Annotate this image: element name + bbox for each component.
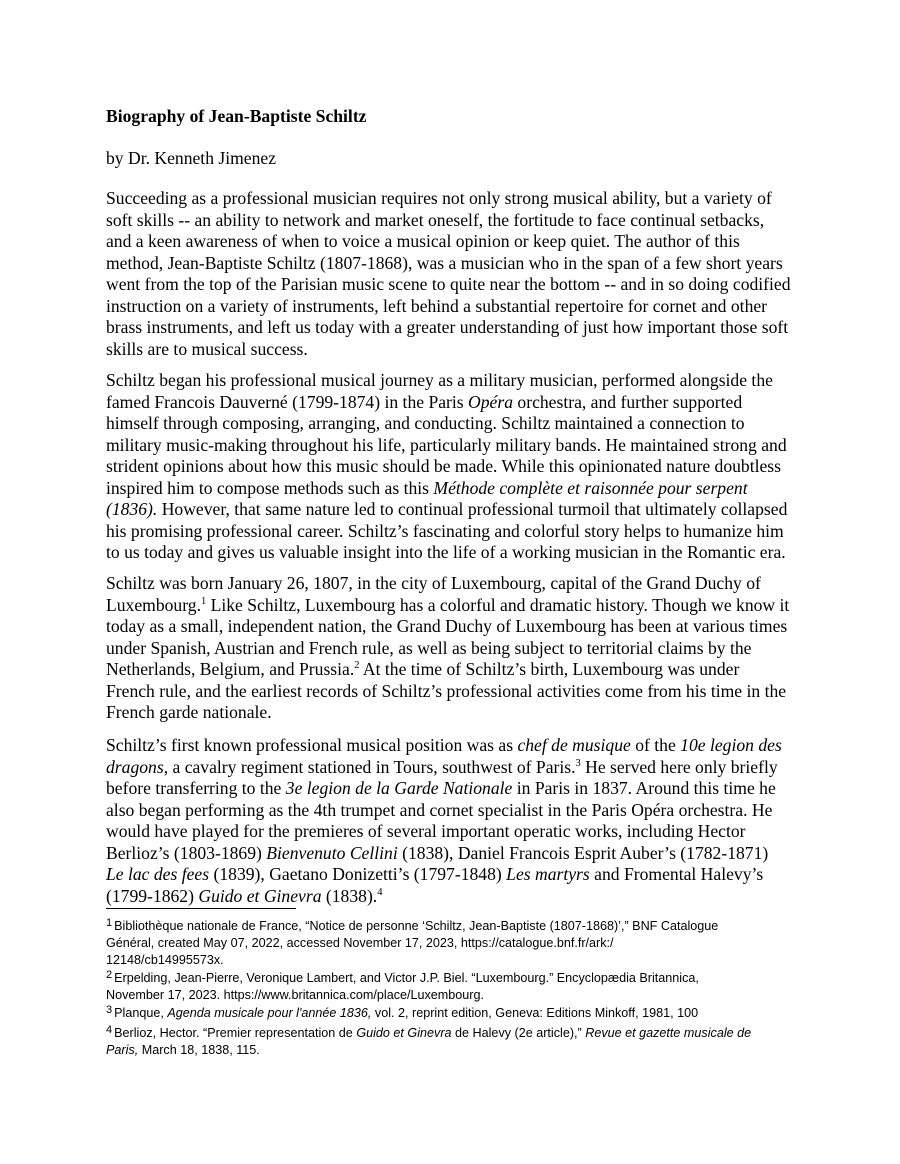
italic-run: Guido et Ginevra <box>198 885 322 906</box>
footnote-number: 2 <box>106 968 113 981</box>
text-line: French rule, and the earliest records of Schiltz’s professional activities come from his time in the <box>106 680 787 701</box>
text-run: Netherlands, Belgium, and Prussia. <box>106 659 355 679</box>
text-run: At the time of Schiltz’s birth, Luxembourg was under <box>359 659 740 679</box>
footnote-line: Général, created May 07, 2022, accessed November 17, 2023, https://catalogue.bnf.fr/ark:/ <box>106 936 614 951</box>
text-line: skills are to musical success. <box>106 338 308 359</box>
text-line: method, Jean-Baptiste Schiltz (1807-1868), was a musician who in the span of a few short years <box>106 252 783 273</box>
paragraph-birth <box>106 573 806 724</box>
text-run: of the <box>630 735 681 755</box>
footnote-line <box>106 918 806 935</box>
text-run: (1839), Gaetano Donizetti’s (1797-1848) <box>209 864 507 884</box>
text-line: went from the top of the Parisian music scene to quite near the bottom -- and in so doing codified <box>106 274 791 294</box>
italic-run: Revue et gazette musicale de <box>585 1025 752 1040</box>
footnote-number: 3 <box>106 1004 113 1017</box>
text-line <box>106 735 806 757</box>
text-run: However, that same nature led to continual professional turmoil that ultimately collapsed <box>157 499 788 519</box>
italic-run: Agenda musicale pour l'année 1836, <box>167 1006 372 1021</box>
text-line <box>106 392 806 414</box>
footnote-number: 1 <box>106 917 113 929</box>
footnote-3 <box>106 1005 806 1022</box>
text-run: , a cavalry regiment stationed in Tours, southwest of Paris. <box>163 756 576 777</box>
text-run: Luxembourg. <box>106 594 201 615</box>
text-line: soft skills -- an ability to network and market oneself, the fortitude to face continual setbacks, <box>106 209 765 230</box>
text-line: Succeeding as a professional musician requires not only strong musical ability, but a variety of <box>106 188 772 208</box>
italic-run: Les martyrs <box>506 864 590 884</box>
text-line: Schiltz was born January 26, 1807, in the city of Luxembourg, capital of the Grand Duchy of <box>106 573 761 593</box>
text-line: himself through composing, arranging, and conducting. Schiltz maintained a connection to <box>106 413 745 433</box>
footnote-line <box>106 970 806 987</box>
text-line <box>106 843 806 865</box>
footnote-ref[interactable]: 4 <box>377 886 383 898</box>
italic-run: Paris, <box>106 1043 139 1058</box>
text-run: He served here only briefly <box>580 756 778 777</box>
text-run: Schiltz’s first known professional musical position was as <box>106 735 518 755</box>
italic-run: Méthode complète et raisonnée pour serpent <box>433 477 748 498</box>
italic-run: dragons <box>106 756 164 777</box>
text-run: before transferring to the <box>106 778 286 798</box>
text-line <box>106 478 806 500</box>
text-line: strident opinions about how this music should be made. While this opinionated nature doubtless <box>106 456 781 476</box>
text-line <box>106 778 806 800</box>
footnote-line <box>106 1042 806 1058</box>
text-line <box>106 864 806 886</box>
text-line: to us today and gives us valuable insight into the life of a working musician in the Romantic era. <box>106 542 786 562</box>
text-line: his promising professional career. Schiltz’s fascinating and colorful story helps to humanize him <box>106 520 784 541</box>
paragraph-first-position <box>106 735 806 907</box>
italic-run: Opéra <box>468 391 514 412</box>
text-run: and Fromental Halevy’s <box>589 864 764 884</box>
footnote-line <box>106 1005 806 1022</box>
footnote-separator <box>106 908 296 909</box>
text-run: Bibliothèque nationale de France, “Notice de personne ‘Schiltz, Jean-Baptiste (1807-1868)’,” BNF Catalogue <box>114 919 719 933</box>
text-run: orchestra, and further supported <box>513 391 743 412</box>
text-run: (1838), Daniel Francois Esprit Auber’s (1782-1871) <box>397 842 769 863</box>
paragraph-career <box>106 370 806 564</box>
text-line: would have played for the premieres of several important operatic works, including Hector <box>106 821 746 841</box>
italic-run: 10e legion des <box>680 735 782 755</box>
footnote-ref[interactable]: 3 <box>575 757 581 769</box>
text-line: military music-making throughout his life, particularly military bands. He maintained strong and <box>106 434 787 455</box>
footnote-ref[interactable]: 1 <box>200 595 207 607</box>
italic-run: Bienvenuto Cellini <box>266 842 398 863</box>
italic-run: Guido et Ginevra <box>356 1025 452 1040</box>
footnote-ref[interactable]: 2 <box>354 660 360 671</box>
text-run: de Halevy (2e article),” <box>451 1025 586 1040</box>
footnote-1 <box>106 918 806 968</box>
text-line: Schiltz began his professional musical journey as a military musician, performed alongside the <box>106 370 773 390</box>
text-line <box>106 757 806 779</box>
text-line: instruction on a variety of instruments, left behind a substantial repertoire for cornet and other <box>106 295 768 316</box>
footnote-4 <box>106 1025 806 1059</box>
italic-run: Le lac des fees <box>106 864 210 884</box>
text-run: vol. 2, reprint edition, Geneva: Editions Minkoff, 1981, 100 <box>371 1006 699 1021</box>
text-line <box>106 595 806 617</box>
footnote-line: 12148/cb14995573x. <box>106 952 224 967</box>
footnote-2 <box>106 970 806 1004</box>
text-line: under Spanish, Austrian and French rule, as well as being subject to territorial claims by the <box>106 637 752 658</box>
document-title: Biography of Jean-Baptiste Schiltz <box>106 106 367 126</box>
text-run: inspired him to compose methods such as this <box>106 477 434 498</box>
paragraph-intro <box>106 188 806 360</box>
footnotes <box>106 918 806 1060</box>
text-line <box>106 499 806 521</box>
italic-run: chef de musique <box>517 735 631 755</box>
text-line <box>106 886 806 908</box>
text-line: and a keen awareness of when to voice a musical opinion or keep quiet. The author of this <box>106 231 740 251</box>
text-line: also began performing as the 4th trumpet and cornet specialist in the Paris Opéra orchestra. He <box>106 799 773 820</box>
footnote-number: 4 <box>106 1023 113 1036</box>
text-run: in Paris in 1837. Around this time he <box>512 778 776 798</box>
footnote-line: November 17, 2023. https://www.britannica.com/place/Luxembourg. <box>106 988 485 1003</box>
italic-run: 3e legion de la Garde Nationale <box>285 778 513 798</box>
text-run: (1799-1862) <box>106 885 199 906</box>
text-line: today as a small, independent nation, the Grand Duchy of Luxembourg has been at various times <box>106 616 788 636</box>
text-run: Erpelding, Jean-Pierre, Veronique Lambert, and Victor J.P. Biel. “Luxembourg.” Encyclopædia Britannica, <box>114 970 699 985</box>
text-line <box>106 659 806 681</box>
text-run: March 18, 1838, 115. <box>138 1043 260 1058</box>
author-byline: by Dr. Kenneth Jimenez <box>106 148 277 168</box>
text-run: Berlioz’s (1803-1869) <box>106 842 267 863</box>
text-run: Like Schiltz, Luxembourg has a colorful and dramatic history. Though we know it <box>206 594 790 615</box>
text-run: famed Francois Dauverné (1799-1874) in the Paris <box>106 391 469 412</box>
text-run: (1838). <box>321 885 378 906</box>
footnote-line <box>106 1025 806 1042</box>
text-run: Planque, <box>114 1006 168 1021</box>
text-run: Berlioz, Hector. “Premier representation de <box>114 1025 357 1040</box>
text-line: French garde nationale. <box>106 702 272 722</box>
italic-run: (1836). <box>106 499 158 519</box>
text-line: brass instruments, and left us today with a greater understanding of just how important those soft <box>106 317 789 337</box>
